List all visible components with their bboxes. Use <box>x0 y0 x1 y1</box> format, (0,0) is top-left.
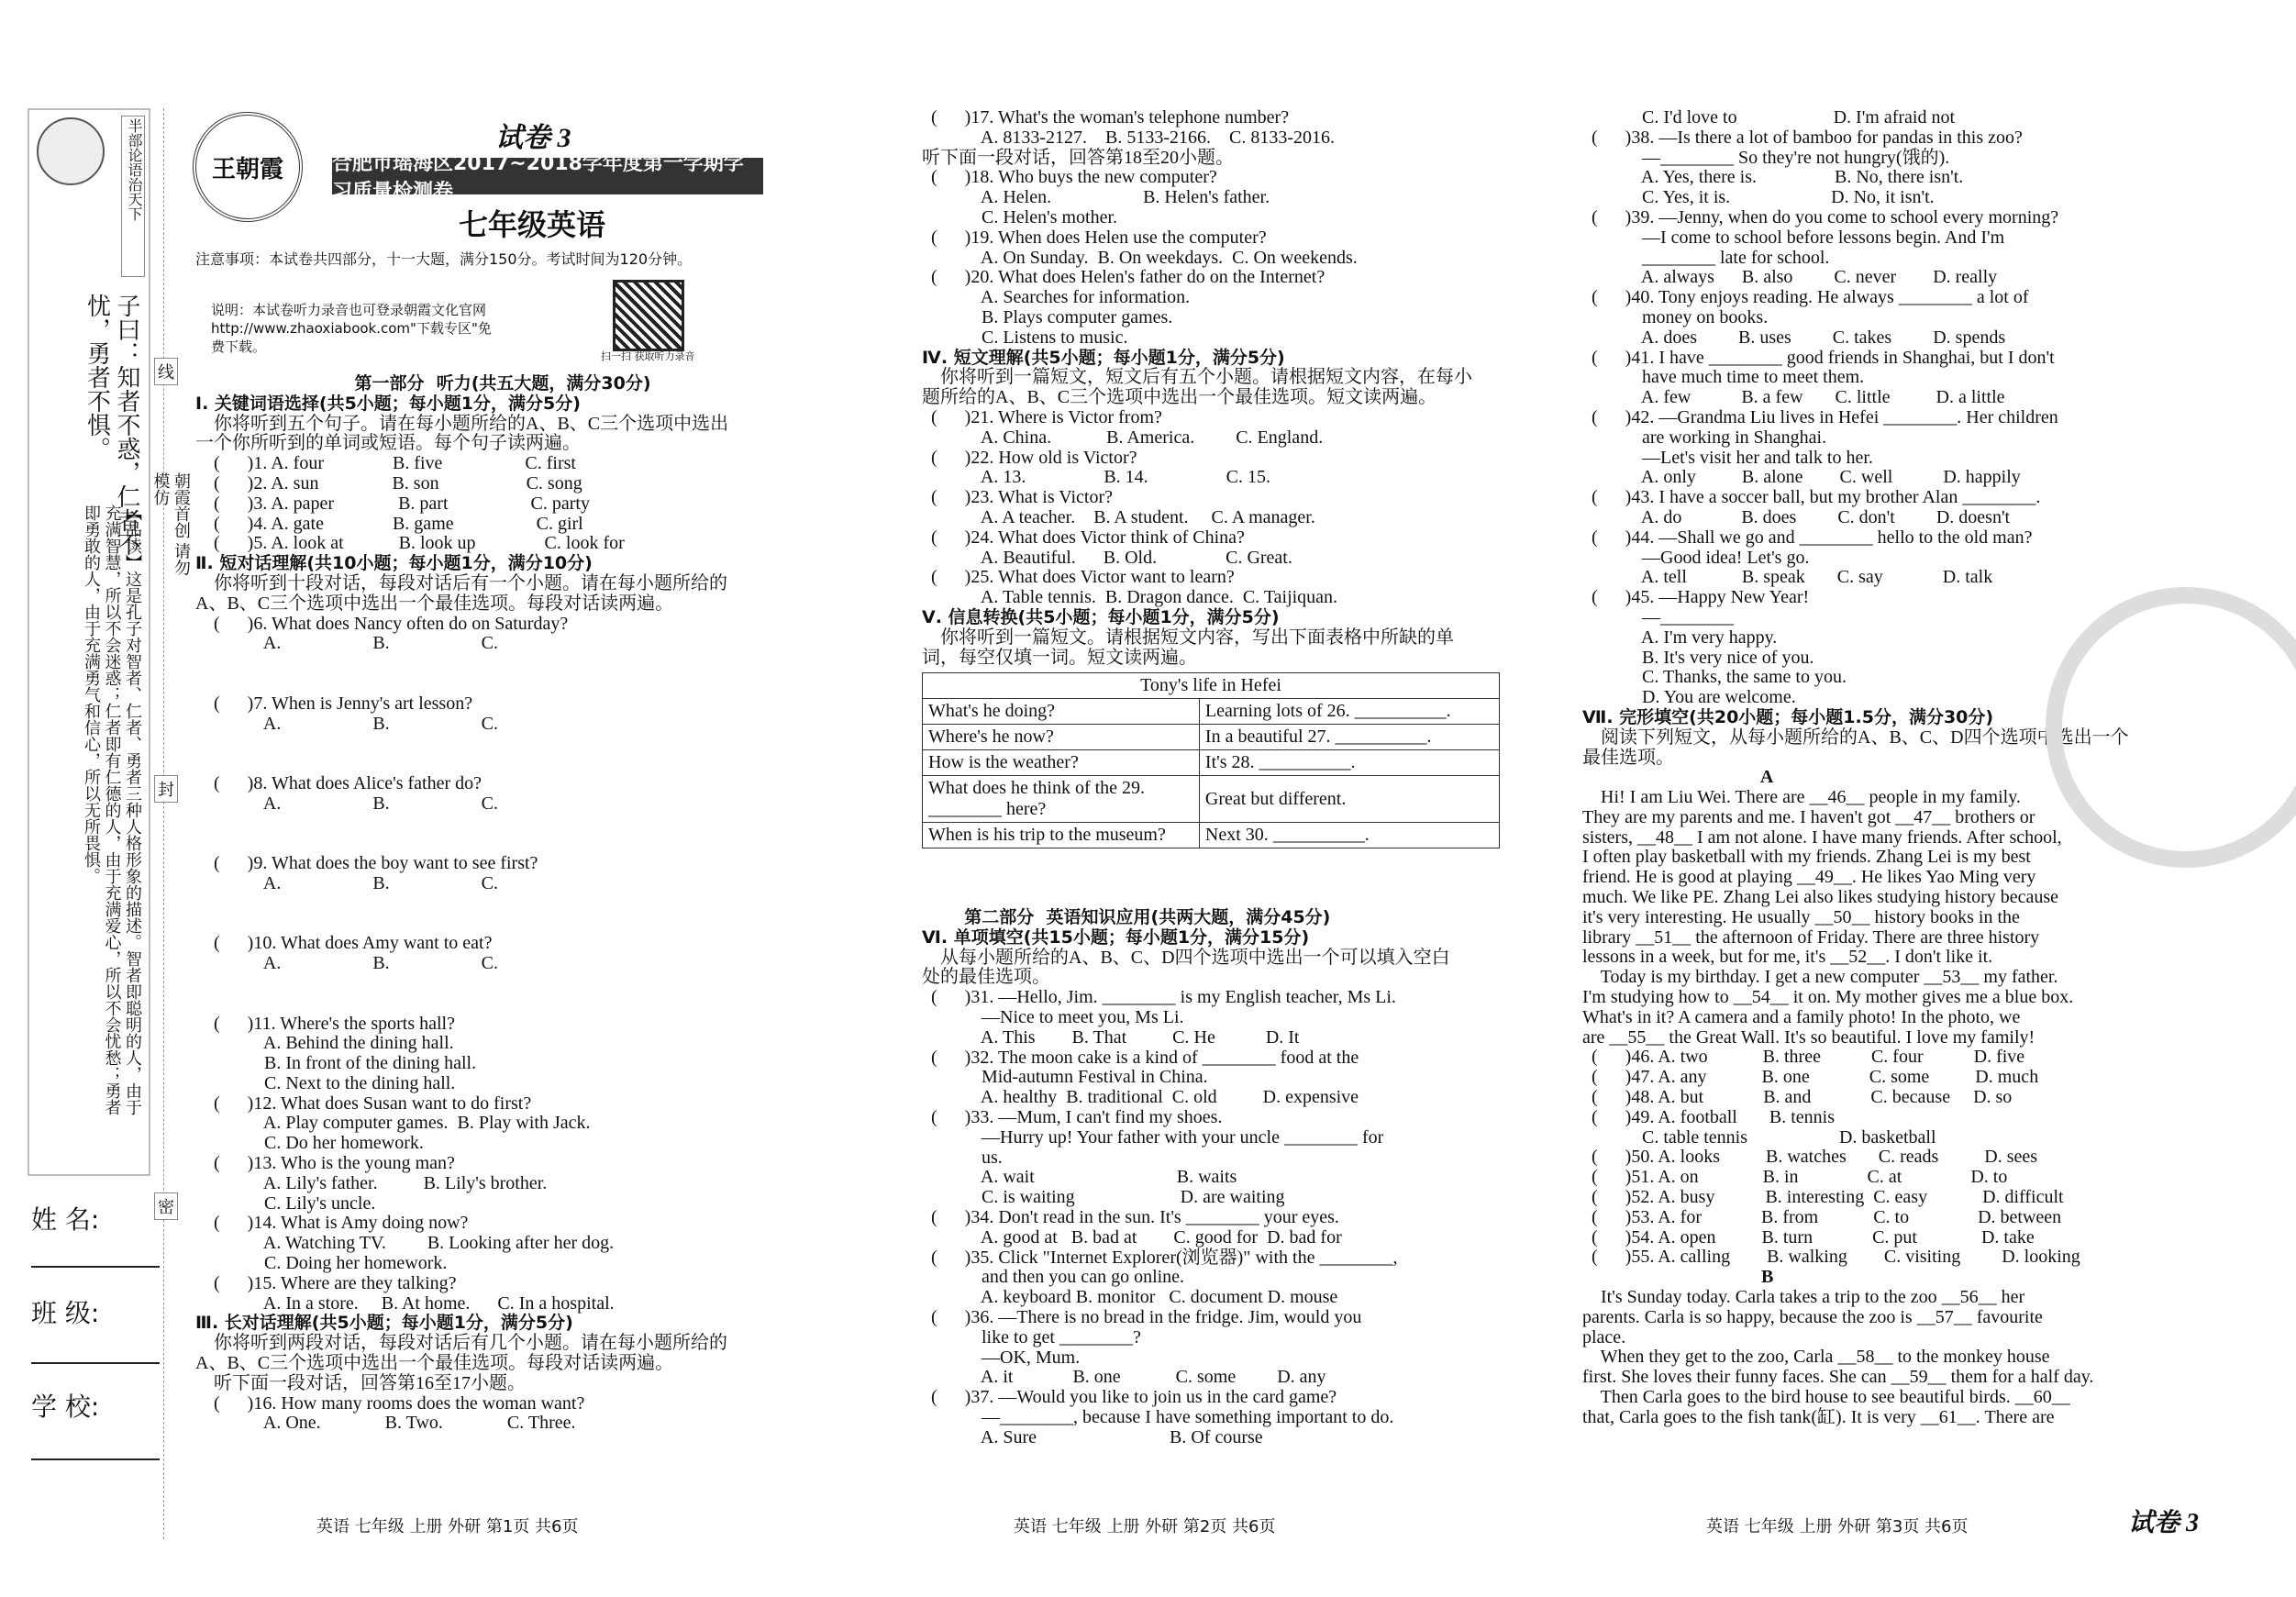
footer-badge: 试卷 3 <box>2128 1509 2200 1537</box>
text-line <box>195 654 810 674</box>
table-cell: What's he doing? <box>923 699 1200 725</box>
text-line: ( )6. What does Nancy often do on Saturday? <box>195 613 569 634</box>
text-line: A. Play computer games. B. Play with Jack. <box>195 1113 591 1134</box>
text-line: library __51__ the afternoon of Friday. There are three history <box>1582 926 2040 948</box>
text-line: It's Sunday today. Carla takes a trip to the zoo __56__ her <box>1582 1287 2025 1308</box>
table-cell: Great but different. <box>1199 776 1499 823</box>
text-line: like to get ________? <box>922 1326 1141 1347</box>
text-line: A. Behind the dining hall. <box>195 1033 454 1054</box>
sidebar-badge: 半部论语治天下 <box>121 116 145 277</box>
column-2-lower <box>922 908 1509 1448</box>
text-line: A. A teacher. B. A student. C. A manager. <box>922 506 1315 527</box>
text-line: 听下面一段对话，回答第16至17小题。 <box>195 1372 526 1393</box>
text-line: place. <box>1582 1326 1626 1347</box>
text-line: Mid-autumn Festival in China. <box>922 1067 1208 1088</box>
text-line: 第一部分 听力(共五大题，满分30分) <box>354 373 651 394</box>
text-line: ( )15. Where are they talking? <box>195 1272 457 1293</box>
note-line-2: http://www.zhaoxiabook.com"下载专区"免 <box>211 320 492 337</box>
text-line: friend. He is good at playing __49__. He likes Yao Ming very <box>1582 867 2036 888</box>
text-line: ( )43. I have a soccer ball, but my brother Alan ________. <box>1582 487 2041 508</box>
sidebar-reading: 【品读】这是孔子对智者、仁者、勇者三种人格形象的描述。智者即聪明的人，由于充满智慧，所以不会迷惑；仁者即有仁德的人，由于充满爱心，所以不会忧愁；勇者即勇敢的人，由于充满勇气和信心，所以无所畏惧。 <box>83 505 142 1115</box>
text-line: C. Yes, it is. D. No, it isn't. <box>1582 187 1935 208</box>
text-line: A、B、C三个选项中选出一个最佳选项。每段对话读两遍。 <box>195 1353 674 1374</box>
text-line: A. 13. B. 14. C. 15. <box>922 467 1271 488</box>
text-line: A. Watching TV. B. Looking after her dog. <box>195 1233 615 1254</box>
text-line: What's in it? A camera and a family photo! In the photo, we <box>1582 1006 2021 1027</box>
text-line: money on books. <box>1582 306 1769 327</box>
text-line: much. We like PE. Zhang Lei also likes studying history because <box>1582 887 2059 908</box>
text-line: —________ <box>1582 606 1734 627</box>
text-line: 你将听到五个句子。请在每小题所给的A、B、C三个选项中选出 <box>195 413 729 434</box>
text-line: sisters, __48__ I am not alone. I have many friends. After school, <box>1582 826 2062 848</box>
text-line: A. good at B. bad at C. good for D. bad for <box>922 1226 1342 1248</box>
text-line: A. Lily's father. B. Lily's brother. <box>195 1172 548 1193</box>
text-line: ( )3. A. paper B. part C. party <box>195 493 590 514</box>
text-line <box>195 674 810 694</box>
text-line: have much time to meet them. <box>1582 367 1865 388</box>
footer-page-1: 英语 七年级 上册 外研 第1页 共6页 <box>316 1517 579 1536</box>
text-line: ( )52. A. busy B. interesting C. easy D. difficult <box>1582 1187 2064 1208</box>
text-line: —Let's visit her and talk to her. <box>1582 447 1873 468</box>
class-label: 班 级: <box>31 1298 100 1328</box>
table-cell: Next 30. __________. <box>1199 823 1499 848</box>
table-row <box>923 823 1500 848</box>
text-line: ( )5. A. look at B. look up C. look for <box>195 533 625 554</box>
exam-title: 合肥市瑶海区2017~2018学年度第一学期学习质量检测卷 <box>332 158 763 194</box>
text-line: 听下面一段对话，回答第18至20小题。 <box>922 147 1234 168</box>
text-line: ( )11. Where's the sports hall? <box>195 1013 455 1034</box>
text-line: I'm studying how to __54__ it on. My mother gives me a blue box. <box>1582 987 2074 1008</box>
text-line: A. B. C. <box>195 713 499 734</box>
text-line <box>195 894 810 915</box>
text-line: 第二部分 英语知识应用(共两大题，满分45分) <box>922 907 1331 927</box>
text-line: ( )13. Who is the young man? <box>195 1153 455 1174</box>
text-line: C. Do her homework. <box>195 1133 424 1154</box>
seal-mark-1: 线 <box>154 358 178 385</box>
table-row <box>923 776 1500 823</box>
text-line: C. Next to the dining hall. <box>195 1072 456 1093</box>
text-line: A. Searches for information. <box>922 287 1191 308</box>
name-label: 姓 名: <box>31 1204 100 1235</box>
text-line: C. Lily's uncle. <box>195 1192 376 1214</box>
text-line: A. wait B. waits <box>922 1167 1237 1188</box>
text-line: ( )34. Don't read in the sun. It's ________ your eyes. <box>922 1206 1339 1227</box>
text-line: ( )45. —Happy New Year! <box>1582 587 1810 608</box>
text-line: —OK, Mum. <box>922 1347 1081 1368</box>
text-line: A. B. C. <box>195 633 499 654</box>
text-line: ( )47. A. any B. one C. some D. much <box>1582 1067 2039 1088</box>
text-line: ________ late for school. <box>1582 247 1830 268</box>
text-line <box>195 915 810 935</box>
text-line: Ⅳ. 短文理解(共5小题；每小题1分，满分5分) <box>922 347 1285 368</box>
text-line: ( )8. What does Alice's father do? <box>195 772 482 793</box>
binding-line <box>163 108 164 1539</box>
table-cell: It's 28. __________. <box>1199 750 1499 776</box>
text-line: it's very interesting. He usually __50__ history books in the <box>1582 906 2020 927</box>
text-line: 最佳选项。 <box>1582 747 1674 768</box>
text-line: 你将听到十段对话，每段对话后有一个小题。请在每小题所给的 <box>195 572 727 593</box>
confucius-portrait <box>37 117 105 185</box>
text-line: Today is my birthday. I get a new computer __53__ my father. <box>1582 967 2058 988</box>
text-line: are __55__ the Great Wall. It's so beautiful. I love my family! <box>1582 1026 2035 1048</box>
text-line: Ⅶ. 完形填空(共20小题；每小题1.5分，满分30分) <box>1582 706 1994 727</box>
text-line: A. Helen. B. Helen's father. <box>922 187 1270 208</box>
table-cell: Learning lots of 26. __________. <box>1199 699 1499 725</box>
text-line: ( )41. I have ________ good friends in Shanghai, but I don't <box>1582 347 2055 368</box>
text-line: A. Yes, there is. B. No, there isn't. <box>1582 167 1964 188</box>
text-line: —I come to school before lessons begin. And I'm <box>1582 227 2005 248</box>
text-line: ( )44. —Shall we go and ________ hello to the old man? <box>1582 527 2033 548</box>
text-line: A、B、C三个选项中选出一个最佳选项。每段对话读两遍。 <box>195 593 674 614</box>
text-line: —Hurry up! Your father with your uncle ________ for <box>922 1126 1384 1148</box>
text-line: Ⅵ. 单项填空(共15小题；每小题1分，满分15分) <box>922 926 1310 948</box>
text-line: A. B. C. <box>195 793 499 814</box>
text-line: ( )10. What does Amy want to eat? <box>195 933 493 954</box>
text-line: ( )24. What does Victor think of China? <box>922 527 1245 548</box>
text-line: Ⅰ. 关键词语选择(共5小题；每小题1分，满分5分) <box>195 393 581 414</box>
text-line <box>195 834 810 854</box>
text-line: ( )14. What is Amy doing now? <box>195 1213 469 1234</box>
text-line: 处的最佳选项。 <box>922 967 1050 988</box>
text-line: ( )16. How many rooms does the woman want? <box>195 1392 585 1414</box>
column-2 <box>922 108 1509 668</box>
warning-text: 朝霞首创 请勿模仿 <box>151 472 191 576</box>
qr-code[interactable] <box>613 280 684 351</box>
text-line: ( )53. A. for B. from C. to D. between <box>1582 1206 2062 1227</box>
footer-page-2: 英语 七年级 上册 外研 第2页 共6页 <box>1014 1517 1276 1536</box>
text-line: B. In front of the dining hall. <box>195 1053 477 1074</box>
text-line: ( )32. The moon cake is a kind of ________ food at the <box>922 1047 1359 1068</box>
qr-caption: 扫一扫 获取听力录音 <box>601 350 695 362</box>
text-line: 词，每空仅填一词。短文读两遍。 <box>922 647 1197 668</box>
text-line: ( )17. What's the woman's telephone number? <box>922 107 1290 128</box>
table-cell: How is the weather? <box>923 750 1200 776</box>
text-line <box>195 754 810 774</box>
table-cell: When is his trip to the museum? <box>923 823 1200 848</box>
text-line: A <box>1582 767 1774 788</box>
text-line: are working in Shanghai. <box>1582 427 1827 448</box>
text-line: us. <box>922 1147 1003 1168</box>
class-field[interactable] <box>31 1362 160 1364</box>
text-line: A. This B. That C. He D. It <box>922 1026 1300 1048</box>
text-line: ( )36. —There is no bread in the fridge. Jim, would you <box>922 1306 1362 1327</box>
text-line: ( )7. When is Jenny's art lesson? <box>195 693 473 714</box>
table-caption: Tony's life in Hefei <box>923 673 1500 699</box>
text-line: A. few B. a few C. little D. a little <box>1582 387 2005 408</box>
text-line: C. Thanks, the same to you. <box>1582 667 1847 688</box>
text-line: 从每小题所给的A、B、C、D四个选项中选出一个可以填入空白 <box>922 947 1450 968</box>
text-line: A. I'm very happy. <box>1582 627 1778 648</box>
text-line: ( )37. —Would you like to join us in the card game? <box>922 1387 1337 1408</box>
text-line: ( )33. —Mum, I can't find my shoes. <box>922 1106 1223 1127</box>
text-line: Ⅲ. 长对话理解(共5小题；每小题1分，满分5分) <box>195 1313 573 1334</box>
text-line: C. I'd love to D. I'm afraid not <box>1582 107 1956 128</box>
text-line: A. does B. uses C. takes D. spends <box>1582 327 2006 348</box>
text-line: 题所给的A、B、C三个选项中选出一个最佳选项。短文读两遍。 <box>922 387 1437 408</box>
text-line: 你将听到一篇短文，短文后有五个小题。请根据短文内容，在每小 <box>922 367 1472 388</box>
text-line: A. In a store. B. At home. C. In a hospital. <box>195 1292 615 1314</box>
text-line: A. keyboard B. monitor C. document D. mouse <box>922 1287 1338 1308</box>
brand-logo: 王朝霞 <box>193 112 303 222</box>
note-line-3: 费下载。 <box>211 338 267 355</box>
seal-mark-3: 密 <box>154 1192 178 1220</box>
text-line: ( )55. A. calling B. walking C. visiting D. looking <box>1582 1247 2080 1268</box>
text-line: C. Helen's mother. <box>922 206 1118 227</box>
text-line: first. She loves their funny faces. She can __59__ them for a half day. <box>1582 1367 2094 1388</box>
table-cell: Where's he now? <box>923 725 1200 750</box>
text-line: ( )38. —Is there a lot of bamboo for pandas in this zoo? <box>1582 127 2023 148</box>
text-line: ( )19. When does Helen use the computer? <box>922 227 1267 248</box>
text-line: ( )23. What is Victor? <box>922 487 1114 508</box>
paper-number: 试卷 3 <box>495 123 571 153</box>
text-line: A. healthy B. traditional C. old D. expensive <box>922 1087 1359 1108</box>
text-line: A. it B. one C. some D. any <box>922 1367 1326 1388</box>
text-line: D. You are welcome. <box>1582 687 1796 708</box>
text-line: —Nice to meet you, Ms Li. <box>922 1006 1184 1027</box>
text-line: A. Table tennis. B. Dragon dance. C. Taijiquan. <box>922 587 1338 608</box>
text-line: ( )40. Tony enjoys reading. He always ________ a lot of <box>1582 287 2029 308</box>
text-line <box>195 974 810 994</box>
text-line: ( )49. A. football B. tennis <box>1582 1106 1835 1127</box>
text-line: 阅读下列短文，从每小题所给的A、B、C、D四个选项中选出一个 <box>1582 726 2129 748</box>
text-line: ( )4. A. gate B. game C. girl <box>195 513 583 534</box>
info-table <box>922 672 1500 848</box>
text-line <box>195 994 810 1015</box>
text-line: ( )22. How old is Victor? <box>922 447 1137 468</box>
text-line: lessons in a week, but for me, it's __52__. I don't like it. <box>1582 947 1993 968</box>
text-line: C. is waiting D. are waiting <box>922 1187 1285 1208</box>
table-cell: What does he think of the 29. ________ here? <box>923 776 1200 823</box>
text-line: parents. Carla is so happy, because the zoo is __57__ favourite <box>1582 1306 2043 1327</box>
footer-page-3: 英语 七年级 上册 外研 第3页 共6页 <box>1706 1517 1969 1536</box>
text-line: that, Carla goes to the fish tank(缸). It is very __61__. There are <box>1582 1406 2055 1427</box>
text-line: ( )2. A. sun B. son C. song <box>195 472 582 494</box>
text-line: A. only B. alone C. well D. happily <box>1582 467 2021 488</box>
text-line: A. China. B. America. C. England. <box>922 427 1324 448</box>
text-line: A. 8133-2127. B. 5133-2166. C. 8133-2016. <box>922 127 1335 148</box>
school-label: 学 校: <box>31 1392 100 1422</box>
text-line <box>195 815 810 835</box>
text-line: B. It's very nice of you. <box>1582 647 1814 668</box>
text-line: ( )18. Who buys the new computer? <box>922 167 1217 188</box>
text-line: Ⅱ. 短对话理解(共10小题；每小题1分，满分10分) <box>195 553 593 574</box>
text-line: A. On Sunday. B. On weekdays. C. On weekends. <box>922 247 1358 268</box>
text-line: Ⅴ. 信息转换(共5小题；每小题1分，满分5分) <box>922 606 1280 627</box>
text-line: A. tell B. speak C. say D. talk <box>1582 567 1993 588</box>
text-line: A. One. B. Two. C. Three. <box>195 1413 576 1434</box>
table-row <box>923 750 1500 776</box>
text-line: ( )50. A. looks B. watches C. reads D. sees <box>1582 1147 2038 1168</box>
table-row <box>923 699 1500 725</box>
text-line: A. do B. does C. don't D. doesn't <box>1582 506 2011 527</box>
seal-mark-2: 封 <box>154 775 178 803</box>
text-line: ( )46. A. two B. three C. four D. five <box>1582 1047 2025 1068</box>
text-line: ( )1. A. four B. five C. first <box>195 453 576 474</box>
text-line: 你将听到两段对话，每段对话后有几个小题。请在每小题所给的 <box>195 1333 727 1354</box>
text-line: ( )48. A. but B. and C. because D. so <box>1582 1087 2013 1108</box>
text-line: ( )21. Where is Victor from? <box>922 406 1162 427</box>
text-line: A. Sure B. Of course <box>922 1426 1263 1447</box>
text-line: C. table tennis D. basketball <box>1582 1126 1936 1148</box>
text-line: B <box>1582 1267 1774 1288</box>
text-line: When they get to the zoo, Carla __58__ to the monkey house <box>1582 1347 2050 1368</box>
text-line: A. B. C. <box>195 953 499 974</box>
table-row <box>923 725 1500 750</box>
text-line: ( )39. —Jenny, when do you come to school every morning? <box>1582 206 2059 227</box>
text-line: —Good idea! Let's go. <box>1582 547 1810 568</box>
text-line: C. Listens to music. <box>922 327 1128 348</box>
text-line: ( )31. —Hello, Jim. ________ is my English teacher, Ms Li. <box>922 987 1396 1008</box>
text-line: ( )25. What does Victor want to learn? <box>922 567 1235 588</box>
school-field[interactable] <box>31 1458 160 1460</box>
notice-text: 注意事项：本试卷共四部分，十一大题，满分150分。考试时间为120分钟。 <box>195 250 693 268</box>
text-line: A. always B. also C. never D. really <box>1582 267 1998 288</box>
text-line: Hi! I am Liu Wei. There are __46__ people in my family. <box>1582 787 2021 808</box>
note-block <box>211 301 492 356</box>
text-line <box>195 734 810 754</box>
text-line: ( )42. —Grandma Liu lives in Hefei ________. Her children <box>1582 406 2058 427</box>
text-line: 一个你所听到的单词或短语。每个句子读两遍。 <box>195 433 581 454</box>
text-line: A. B. C. <box>195 872 499 893</box>
text-line: ( )51. A. on B. in C. at D. to <box>1582 1167 2008 1188</box>
subject-title: 七年级英语 <box>459 207 606 242</box>
text-line: —________, because I have something important to do. <box>922 1406 1394 1427</box>
sidebar-panel <box>28 108 150 1176</box>
text-line: ( )35. Click "Internet Explorer(浏览器)" with the ________, <box>922 1247 1398 1268</box>
table-cell: In a beautiful 27. __________. <box>1199 725 1499 750</box>
text-line: ( )9. What does the boy want to see first? <box>195 853 538 874</box>
note-line-1: 说明：本试卷听力录音也可登录朝霞文化官网 <box>211 302 487 318</box>
text-line: ( )20. What does Helen's father do on the Internet? <box>922 267 1325 288</box>
text-line: 你将听到一篇短文。请根据短文内容，写出下面表格中所缺的单 <box>922 627 1454 648</box>
text-line: Then Carla goes to the bird house to see beautiful birds. __60__ <box>1582 1387 2070 1407</box>
text-line: B. Plays computer games. <box>922 306 1173 327</box>
text-line: ( )54. A. open B. turn C. put D. take <box>1582 1226 2035 1248</box>
name-field[interactable] <box>31 1266 160 1268</box>
text-line: —________ So they're not hungry(饿的). <box>1582 147 1950 168</box>
text-line: A. Beautiful. B. Old. C. Great. <box>922 547 1292 568</box>
text-line: ( )12. What does Susan want to do first? <box>195 1092 532 1114</box>
column-1 <box>195 374 810 1434</box>
text-line: C. Doing her homework. <box>195 1253 448 1274</box>
text-line: They are my parents and me. I haven't got __47__ brothers or <box>1582 806 2035 827</box>
text-line: I often play basketball with my friends. Zhang Lei is my best <box>1582 847 2031 868</box>
text-line: and then you can go online. <box>922 1267 1185 1288</box>
sidebar-quote: 子曰：知者不惑，仁者不忧，勇者不惧。 <box>83 294 140 556</box>
